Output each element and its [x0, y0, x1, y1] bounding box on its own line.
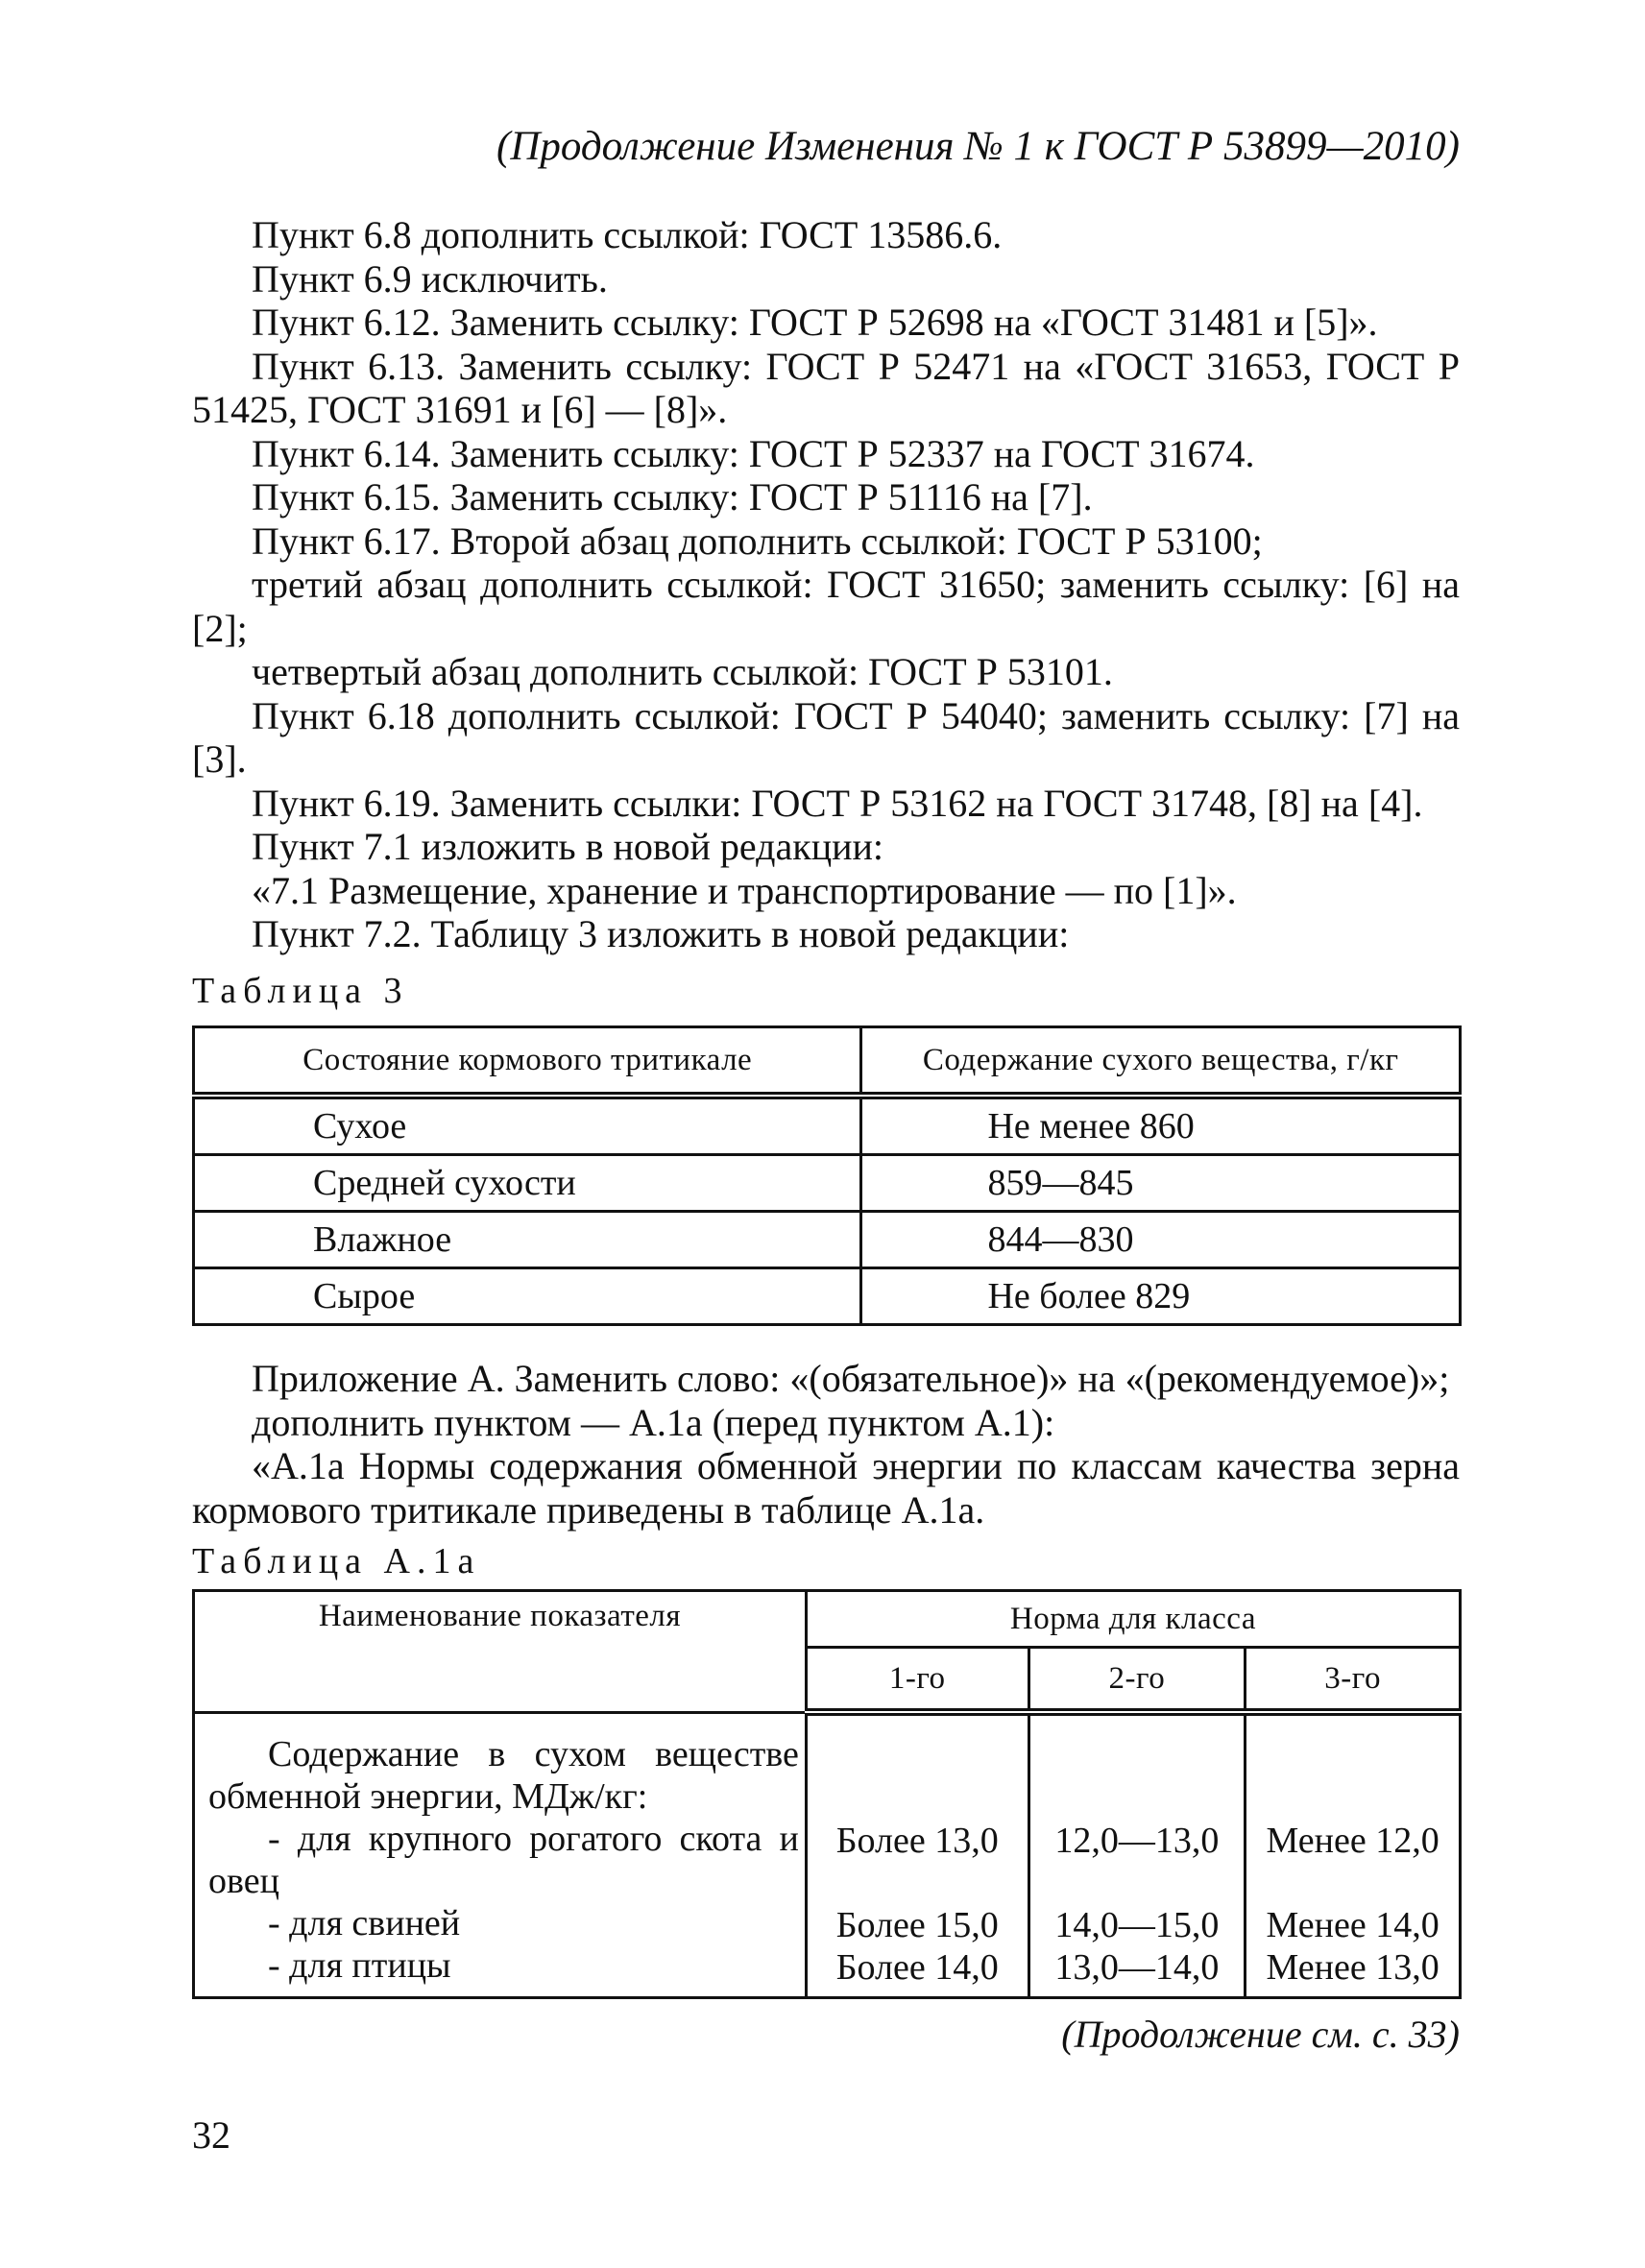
table-cell: Более 13,0	[835, 1821, 999, 1861]
table3	[192, 1025, 1462, 1326]
table-row	[194, 1212, 1461, 1268]
table-cell: 859—845	[861, 1155, 1461, 1212]
column-header: Содержание сухого вещества, г/кг	[861, 1027, 1461, 1097]
body-text-appendix	[192, 1357, 1460, 1532]
table-cell: Сырое	[194, 1268, 861, 1325]
table-row	[194, 1096, 1461, 1155]
table-cell-values	[1028, 1712, 1246, 1998]
continuation-footer: (Продолжение см. с. 33)	[1061, 2013, 1460, 2056]
paragraph: Приложение А. Заменить слово: «(обязательное)» на «(рекомендуемое)»;	[252, 1357, 1450, 1400]
column-header: Состояние кормового тритикале	[194, 1027, 861, 1097]
table-cell: Менее 12,0	[1266, 1821, 1439, 1861]
label-line: - для птицы	[268, 1944, 451, 1986]
table3-caption: Таблица 3	[192, 971, 409, 1011]
table-cell: Менее 14,0	[1266, 1905, 1439, 1945]
column-header: Наименование показателя	[194, 1591, 807, 1713]
table-header-row	[194, 1591, 1461, 1648]
paragraph: Пункт 6.9 исключить.	[252, 256, 608, 301]
table-cell: 12,0—13,0	[1054, 1821, 1220, 1861]
group-header: Норма для класса	[806, 1591, 1460, 1648]
paragraph: Пункт 7.2. Таблицу 3 изложить в новой редакции:	[252, 912, 1070, 955]
paragraph: «А.1а Нормы содержания обменной энергии по классам качества зерна кормового тритикале приведены в таблице А.1а.	[192, 1444, 1460, 1532]
paragraph: Пункт 6.19. Заменить ссылки: ГОСТ Р 53162 на ГОСТ 31748, [8] на [4].	[252, 781, 1423, 825]
table-cell: Не более 829	[861, 1268, 1461, 1325]
table-row	[194, 1712, 1461, 1998]
body-text	[192, 213, 1460, 956]
tableA1a	[192, 1589, 1462, 1999]
table-cell: 13,0—14,0	[1054, 1947, 1220, 1988]
paragraph: Пункт 6.14. Заменить ссылку: ГОСТ Р 52337 на ГОСТ 31674.	[252, 431, 1255, 475]
paragraph: Пункт 6.13. Заменить ссылку: ГОСТ Р 52471 на «ГОСТ 31653, ГОСТ Р 51425, ГОСТ 31691 и [6] — [8]».	[192, 344, 1460, 431]
table-cell-values	[806, 1712, 1028, 1998]
table-cell: 14,0—15,0	[1054, 1905, 1220, 1945]
paragraph: Пункт 6.15. Заменить ссылку: ГОСТ Р 51116 на [7].	[252, 475, 1093, 519]
continuation-header: (Продолжение Изменения № 1 к ГОСТ Р 53899—2010)	[496, 124, 1460, 169]
column-header: 3-го	[1246, 1648, 1461, 1713]
table-cell: Более 14,0	[835, 1947, 999, 1988]
paragraph: Пункт 6.8 дополнить ссылкой: ГОСТ 13586.6.	[252, 213, 1003, 256]
table-cell: Влажное	[194, 1212, 861, 1268]
paragraph: Пункт 7.1 изложить в новой редакции:	[252, 825, 884, 868]
paragraph: Пункт 6.17. Второй абзац дополнить ссылкой: ГОСТ Р 53100;	[252, 519, 1263, 563]
table-cell: Более 15,0	[835, 1905, 999, 1945]
column-header: 1-го	[806, 1648, 1028, 1713]
table-cell: Не менее 860	[861, 1096, 1461, 1155]
table-cell-values	[1246, 1712, 1461, 1998]
paragraph: Пункт 6.12. Заменить ссылку: ГОСТ Р 52698 на «ГОСТ 31481 и [5]».	[252, 301, 1378, 344]
paragraph: четвертый абзац дополнить ссылкой: ГОСТ Р 53101.	[252, 650, 1113, 693]
paragraph: «7.1 Размещение, хранение и транспортирование — по [1]».	[252, 868, 1237, 912]
table-cell: Менее 13,0	[1266, 1947, 1439, 1988]
table-cell-label	[194, 1712, 807, 1998]
page-number: 32	[192, 2113, 230, 2157]
table-header-row	[194, 1027, 1461, 1097]
table-cell: Средней сухости	[194, 1155, 861, 1212]
table-row	[194, 1268, 1461, 1325]
table-row	[194, 1155, 1461, 1212]
table-cell: 844—830	[861, 1212, 1461, 1268]
table-cell: Сухое	[194, 1096, 861, 1155]
paragraph: дополнить пунктом — А.1а (перед пунктом А.1):	[252, 1400, 1055, 1444]
label-line: Содержание в сухом веществе обменной энергии, МДж/кг:	[208, 1733, 799, 1817]
paragraph: третий абзац дополнить ссылкой: ГОСТ 31650; заменить ссылку: [6] на [2];	[192, 563, 1460, 650]
label-line: - для свиней	[268, 1902, 461, 1943]
tableA1a-caption: Таблица А.1а	[192, 1541, 481, 1581]
paragraph: Пункт 6.18 дополнить ссылкой: ГОСТ Р 54040; заменить ссылку: [7] на [3].	[192, 693, 1460, 781]
label-line: - для крупного рогатого скота и овец	[208, 1818, 799, 1901]
column-header: 2-го	[1028, 1648, 1246, 1713]
